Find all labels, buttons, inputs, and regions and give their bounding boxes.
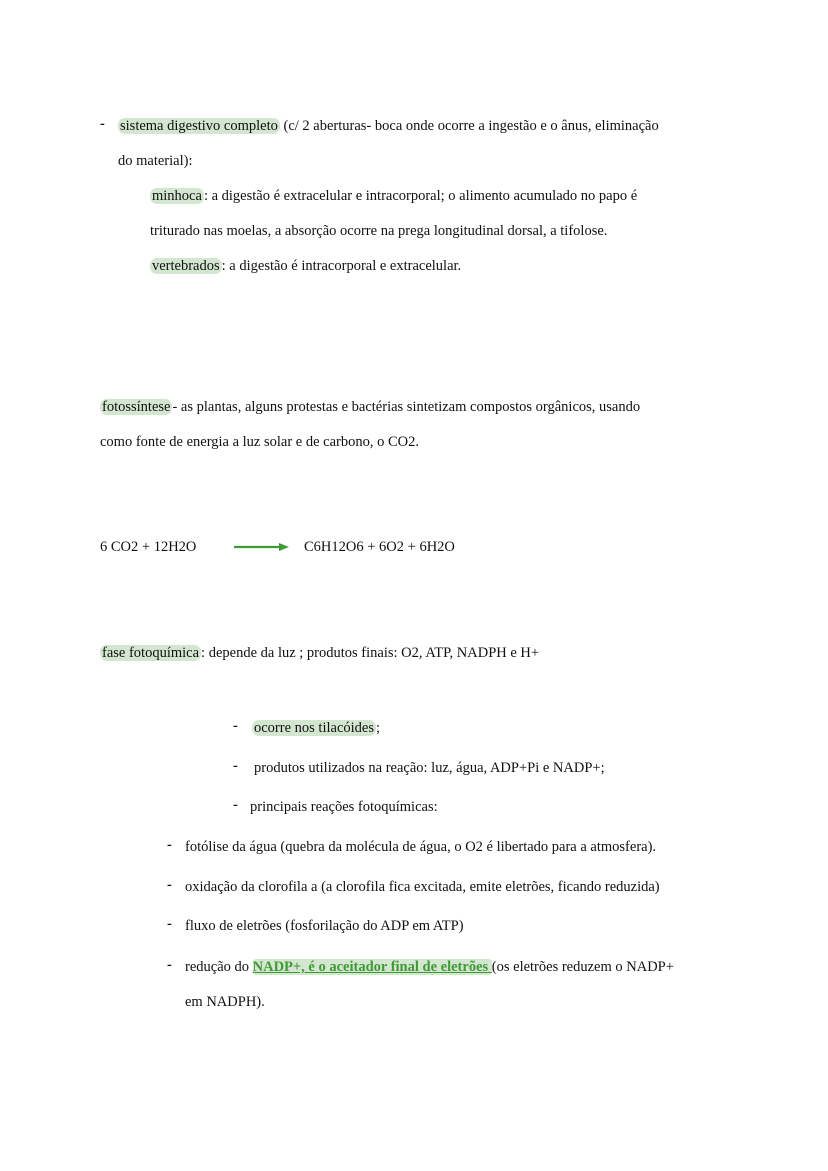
nadp-post: (os eletrões reduzem o NADP+ <box>491 959 674 975</box>
highlight-tilacoides: ocorre nos tilacóides <box>254 720 374 736</box>
bullet-dash: - <box>167 957 172 973</box>
equation-reactants: 6 CO2 + 12H2O <box>100 539 197 555</box>
equation-products: C6H12O6 + 6O2 + 6H2O <box>304 539 455 555</box>
produtos-line: produtos utilizados na reação: luz, água, ADP+Pi e NADP+; <box>254 760 605 776</box>
highlight-fotossintese: fotossíntese <box>102 399 171 415</box>
fase-fotoquimica-line <box>100 643 539 663</box>
vertebrados-line <box>150 256 461 276</box>
highlight-nadp: NADP+, é o aceitador final de eletrões <box>252 959 492 975</box>
minhoca-line2: triturado nas moelas, a absorção ocorre na prega longitudinal dorsal, a tifolose. <box>150 223 608 239</box>
tilacoides-line <box>252 718 380 738</box>
reacoes-line: principais reações fotoquímicas: <box>250 799 438 815</box>
bullet-dash: - <box>167 916 172 932</box>
bullet-dash: - <box>233 718 238 734</box>
vertebrados-text: : a digestão é intracorporal e extracelular. <box>221 258 462 274</box>
digestive-system-text: (c/ 2 aberturas- boca onde ocorre a ingestão e o ânus, eliminação <box>279 118 659 134</box>
list-item: fluxo de eletrões (fosforilação do ADP em ATP) <box>185 918 464 934</box>
tilacoides-after: ; <box>376 720 381 736</box>
minhoca-line <box>150 186 637 206</box>
highlight-digestive-system: sistema digestivo completo <box>120 118 278 134</box>
list-item: oxidação da clorofila a (a clorofila fica excitada, emite eletrões, ficando reduzida) <box>185 879 660 895</box>
nadp-pre: redução do <box>185 959 253 975</box>
digestive-system-line <box>118 116 659 136</box>
fase-fotoquimica-text: : depende da luz ; produtos finais: O2, ATP, NADPH e H+ <box>201 645 540 661</box>
nadp-line <box>185 957 674 977</box>
list-item: fotólise da água (quebra da molécula de água, o O2 é libertado para a atmosfera). <box>185 839 657 855</box>
highlight-vertebrados: vertebrados <box>152 258 220 274</box>
nadp-line2: em NADPH). <box>185 994 265 1010</box>
bullet-dash: - <box>100 116 105 132</box>
fotossintese-line2: como fonte de energia a luz solar e de carbono, o CO2. <box>100 434 420 450</box>
digestive-system-line2: do material): <box>118 153 193 169</box>
bullet-dash: - <box>167 837 172 853</box>
highlight-fase-fotoquimica: fase fotoquímica <box>102 645 200 661</box>
minhoca-text: : a digestão é extracelular e intracorporal; o alimento acumulado no papo é <box>203 188 638 204</box>
bullet-dash: - <box>233 758 238 774</box>
highlight-minhoca: minhoca <box>152 188 202 204</box>
fotossintese-line <box>100 397 640 417</box>
bullet-dash: - <box>233 797 238 813</box>
bullet-dash: - <box>167 877 172 893</box>
reaction-arrow-icon <box>233 540 291 554</box>
fotossintese-text: - as plantas, alguns protestas e bactérias sintetizam compostos orgânicos, usando <box>172 399 641 415</box>
